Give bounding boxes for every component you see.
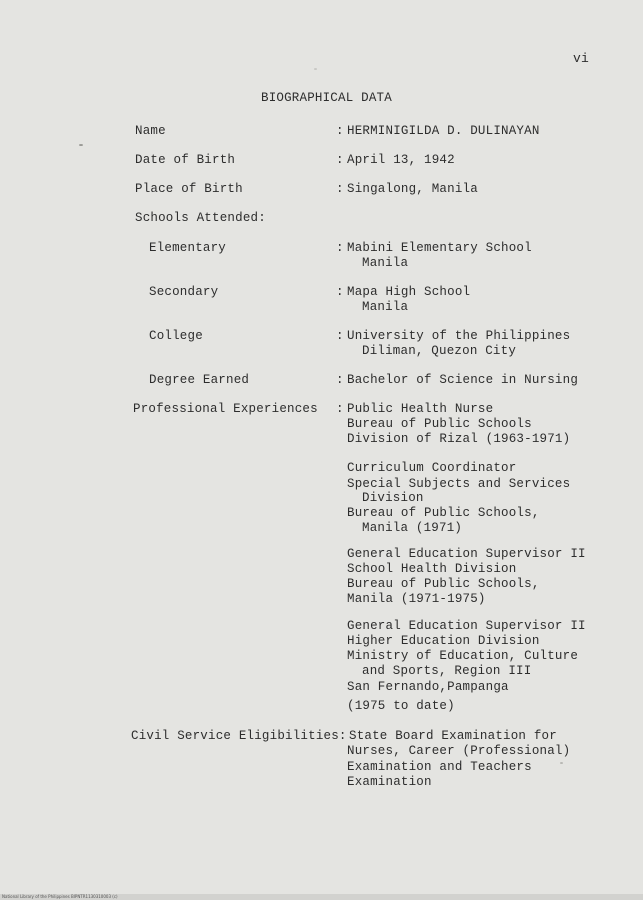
dob-colon: : [336,153,344,167]
elementary-line: Manila [362,256,409,270]
experience-line: School Health Division [347,562,517,576]
experience-line: Division of Rizal (1963-1971) [347,432,571,446]
experience-line: Manila (1971) [362,521,463,535]
eligibility-label: Civil Service Eligibilities: [131,729,347,743]
name-colon: : [336,124,344,138]
dob-value: April 13, 1942 [347,153,455,167]
scan-speck [560,762,563,764]
scan-speck [79,144,83,146]
eligibility-line: Nurses, Career (Professional) [347,744,571,758]
experience-line: Special Subjects and Services [347,477,571,491]
name-label: Name [135,124,166,138]
eligibility-line: State Board Examination for [349,729,557,743]
dob-label: Date of Birth [135,153,236,167]
pob-colon: : [336,182,344,196]
eligibility-line: Examination [347,775,432,789]
pob-label: Place of Birth [135,182,243,196]
experience-line: General Education Supervisor II [347,619,586,633]
experience-line: Bureau of Public Schools [347,417,532,431]
secondary-line: Mapa High School [347,285,471,299]
college-colon: : [336,329,344,343]
experience-label: Professional Experiences [133,402,318,416]
scan-speck [314,68,317,70]
experience-line: Higher Education Division [347,634,540,648]
college-label: College [149,329,203,343]
elementary-colon: : [336,241,344,255]
secondary-label: Secondary [149,285,219,299]
page-title: BIOGRAPHICAL DATA [261,91,392,105]
pob-value: Singalong, Manila [347,182,478,196]
experience-line: and Sports, Region III [362,664,532,678]
experience-line: Bureau of Public Schools, [347,506,540,520]
experience-line: Curriculum Coordinator [347,461,517,475]
experience-colon: : [336,402,344,416]
experience-line: (1975 to date) [347,699,455,713]
degree-label: Degree Earned [149,373,250,387]
eligibility-line: Examination and Teachers [347,760,532,774]
college-line: Diliman, Quezon City [362,344,517,358]
elementary-label: Elementary [149,241,227,255]
experience-line: Bureau of Public Schools, [347,577,540,591]
experience-line: General Education Supervisor II [347,547,586,561]
elementary-line: Mabini Elementary School [347,241,532,255]
secondary-line: Manila [362,300,409,314]
experience-line: San Fernando,Pampanga [347,680,509,694]
experience-line: Division [362,491,424,505]
experience-line: Ministry of Education, Culture [347,649,579,663]
scan-footer: National Library of the Philippines BIPNTR1130310003 (c) [2,894,118,899]
page-number: vi [573,51,590,66]
secondary-colon: : [336,285,344,299]
degree-value: Bachelor of Science in Nursing [347,373,579,387]
degree-colon: : [336,373,344,387]
experience-line: Manila (1971-1975) [347,592,486,606]
name-value: HERMINIGILDA D. DULINAYAN [347,124,540,138]
schools-attended-label: Schools Attended: [135,211,266,225]
college-line: University of the Philippines [347,329,571,343]
experience-line: Public Health Nurse [347,402,494,416]
